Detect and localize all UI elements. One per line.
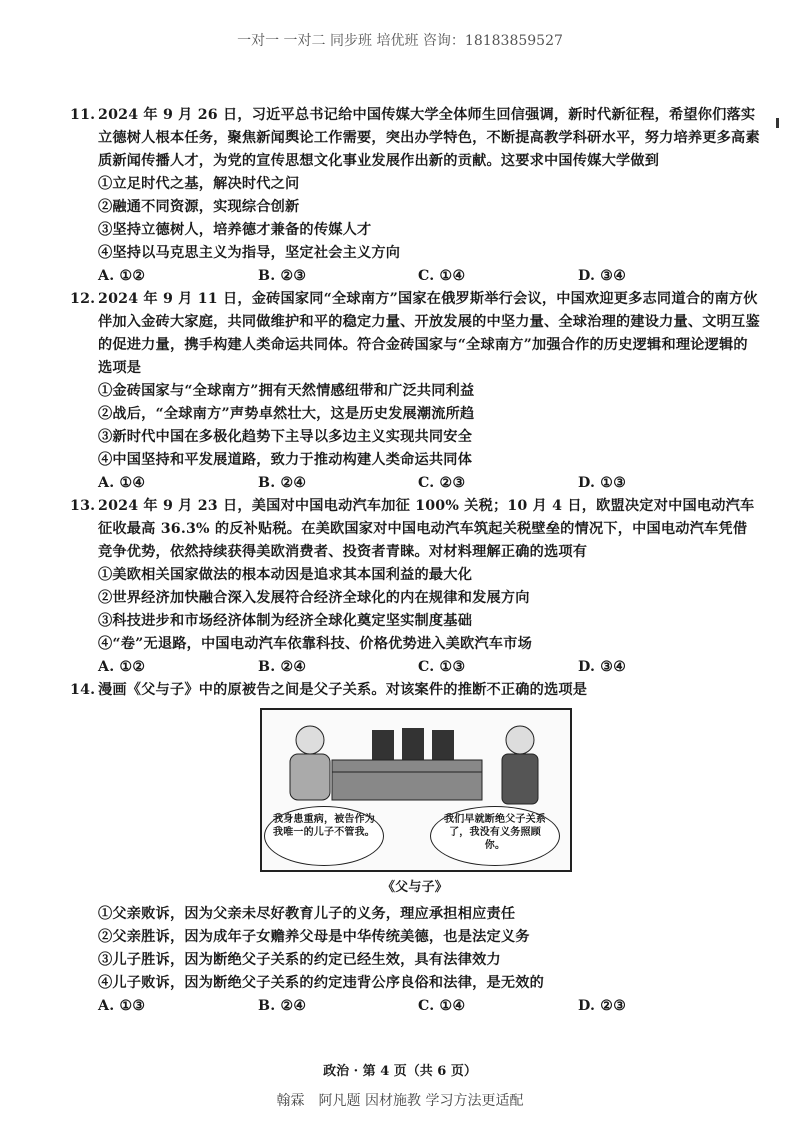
choice-a: A. ①④ <box>98 475 146 491</box>
father-body-icon <box>290 754 330 800</box>
cartoon-image <box>260 708 572 872</box>
statement-option: ④“卷”无退路，中国电动汽车依靠科技、价格优势进入美欧汽车市场 <box>98 636 532 652</box>
choice-a: A. ①② <box>98 659 146 675</box>
statement-option: ④坚持以马克思主义为指导，坚定社会主义方向 <box>98 245 401 261</box>
statement-option: ②世界经济加快融合深入发展符合经济全球化的内在规律和发展方向 <box>98 590 530 606</box>
statement-option: ①立足时代之基，解决时代之问 <box>98 176 300 192</box>
court-bench-icon <box>332 760 482 800</box>
question-number: 13. <box>70 498 96 514</box>
question-stem <box>70 104 760 173</box>
question-text: 2024 年 9 月 11 日，金砖国家同“全球南方”国家在俄罗斯举行会议，中国欢迎更多志同道合的南方伙伴加入金砖大家庭，共同做维护和平的稳定力量、开放发展的中坚力量、全球治理的建设力量、文明互鉴的促进力量，携手构建人类命运共同体。符合金砖国家与“全球南方”加强合作的历史逻辑和理论逻辑的选项是 <box>98 291 760 376</box>
choice-b: B. ②④ <box>258 475 307 491</box>
choice-c: C. ①④ <box>418 268 466 284</box>
question-11 <box>70 104 760 288</box>
choice-c: C. ①③ <box>418 659 466 675</box>
judge-chair-icon <box>372 730 394 760</box>
statement-option: ④儿子败诉，因为断绝父子关系的约定违背公序良俗和法律，是无效的 <box>98 975 545 991</box>
scan-mark <box>776 118 779 128</box>
page-header-ad: 一对一 一对二 同步班 培优班 咨询：18183859527 <box>237 33 563 49</box>
question-text: 2024 年 9 月 23 日，美国对中国电动汽车加征 100% 关税；10 月 4 日，欧盟决定对中国电动汽车征收最高 36.3% 的反补贴税。在美欧国家对中国电动汽车筑起关税壁垒的情况下，中国电动汽车凭借竞争优势，依然持续获得美欧消费者、投资者青睐。对材料理解正确的选项有 <box>98 498 755 560</box>
statement-option: ①金砖国家与“全球南方”拥有天然情感纽带和广泛共同利益 <box>98 383 475 399</box>
speech-bubble-son: 我们早就断绝父子关系了，我没有义务照顾你。 <box>430 806 560 866</box>
son-head-icon <box>506 726 534 754</box>
choice-b: B. ②④ <box>258 998 307 1014</box>
question-stem <box>70 679 760 702</box>
son-body-icon <box>502 754 538 804</box>
exam-page <box>70 104 760 1018</box>
choice-c: C. ②③ <box>418 475 466 491</box>
statement-option: ④中国坚持和平发展道路，致力于推动构建人类命运共同体 <box>98 452 473 468</box>
speech-bubble-father: 我身患重病，被告作为我唯一的儿子不管我。 <box>264 806 384 866</box>
choice-d: D. ③④ <box>578 268 627 284</box>
choice-a: A. ①③ <box>98 998 146 1014</box>
choice-d: D. ①③ <box>578 475 627 491</box>
choice-b: B. ②③ <box>258 268 307 284</box>
answer-choices <box>98 995 760 1018</box>
choice-b: B. ②④ <box>258 659 307 675</box>
choice-a: A. ①② <box>98 268 146 284</box>
question-text: 2024 年 9 月 26 日，习近平总书记给中国传媒大学全体师生回信强调，新时代新征程，希望你们落实立德树人根本任务，聚焦新闻舆论工作需要，突出办学特色，不断提高教学科研水平，努力培养更多高素质新闻传播人才，为党的宣传思想文化事业发展作出新的贡献。这要求中国传媒大学做到 <box>98 107 760 169</box>
statement-option: ②战后，“全球南方”声势卓然壮大，这是历史发展潮流所趋 <box>98 406 475 422</box>
judge-chair-icon <box>402 728 424 760</box>
question-number: 14. <box>70 682 96 698</box>
question-stem <box>70 495 760 564</box>
question-number: 12. <box>70 291 96 307</box>
question-12 <box>70 288 760 495</box>
page-number-footer: 政治 · 第 4 页（共 6 页） <box>323 1064 477 1079</box>
choice-d: D. ②③ <box>578 998 627 1014</box>
statement-option: ③儿子胜诉，因为断绝父子关系的约定已经生效，具有法律效力 <box>98 952 501 968</box>
statement-option: ③坚持立德树人，培养德才兼备的传媒人才 <box>98 222 372 238</box>
choice-d: D. ③④ <box>578 659 627 675</box>
statement-option: ②父亲胜诉，因为成年子女赡养父母是中华传统美德，也是法定义务 <box>98 929 530 945</box>
question-14 <box>70 679 760 1018</box>
question-number: 11. <box>70 107 96 123</box>
cartoon-caption: 《父与子》 <box>381 880 448 895</box>
statement-option: ③科技进步和市场经济体制为经济全球化奠定坚实制度基础 <box>98 613 473 629</box>
answer-choices <box>98 656 760 679</box>
question-13 <box>70 495 760 679</box>
statement-option: ②融通不同资源，实现综合创新 <box>98 199 300 215</box>
choice-c: C. ①④ <box>418 998 466 1014</box>
statement-option: ③新时代中国在多极化趋势下主导以多边主义实现共同安全 <box>98 429 473 445</box>
statement-option: ①美欧相关国家做法的根本动因是追求其本国利益的最大化 <box>98 567 473 583</box>
question-text: 漫画《父与子》中的原被告之间是父子关系。对该案件的推断不正确的选项是 <box>98 682 588 698</box>
page-footer-ad: 翰霖 阿凡题 因材施教 学习方法更适配 <box>276 1093 524 1109</box>
statement-option: ①父亲败诉，因为父亲未尽好教育儿子的义务，理应承担相应责任 <box>98 906 516 922</box>
father-head-icon <box>296 726 324 754</box>
question-stem <box>70 288 760 380</box>
answer-choices <box>98 265 760 288</box>
judge-chair-icon <box>432 730 454 760</box>
answer-choices <box>98 472 760 495</box>
